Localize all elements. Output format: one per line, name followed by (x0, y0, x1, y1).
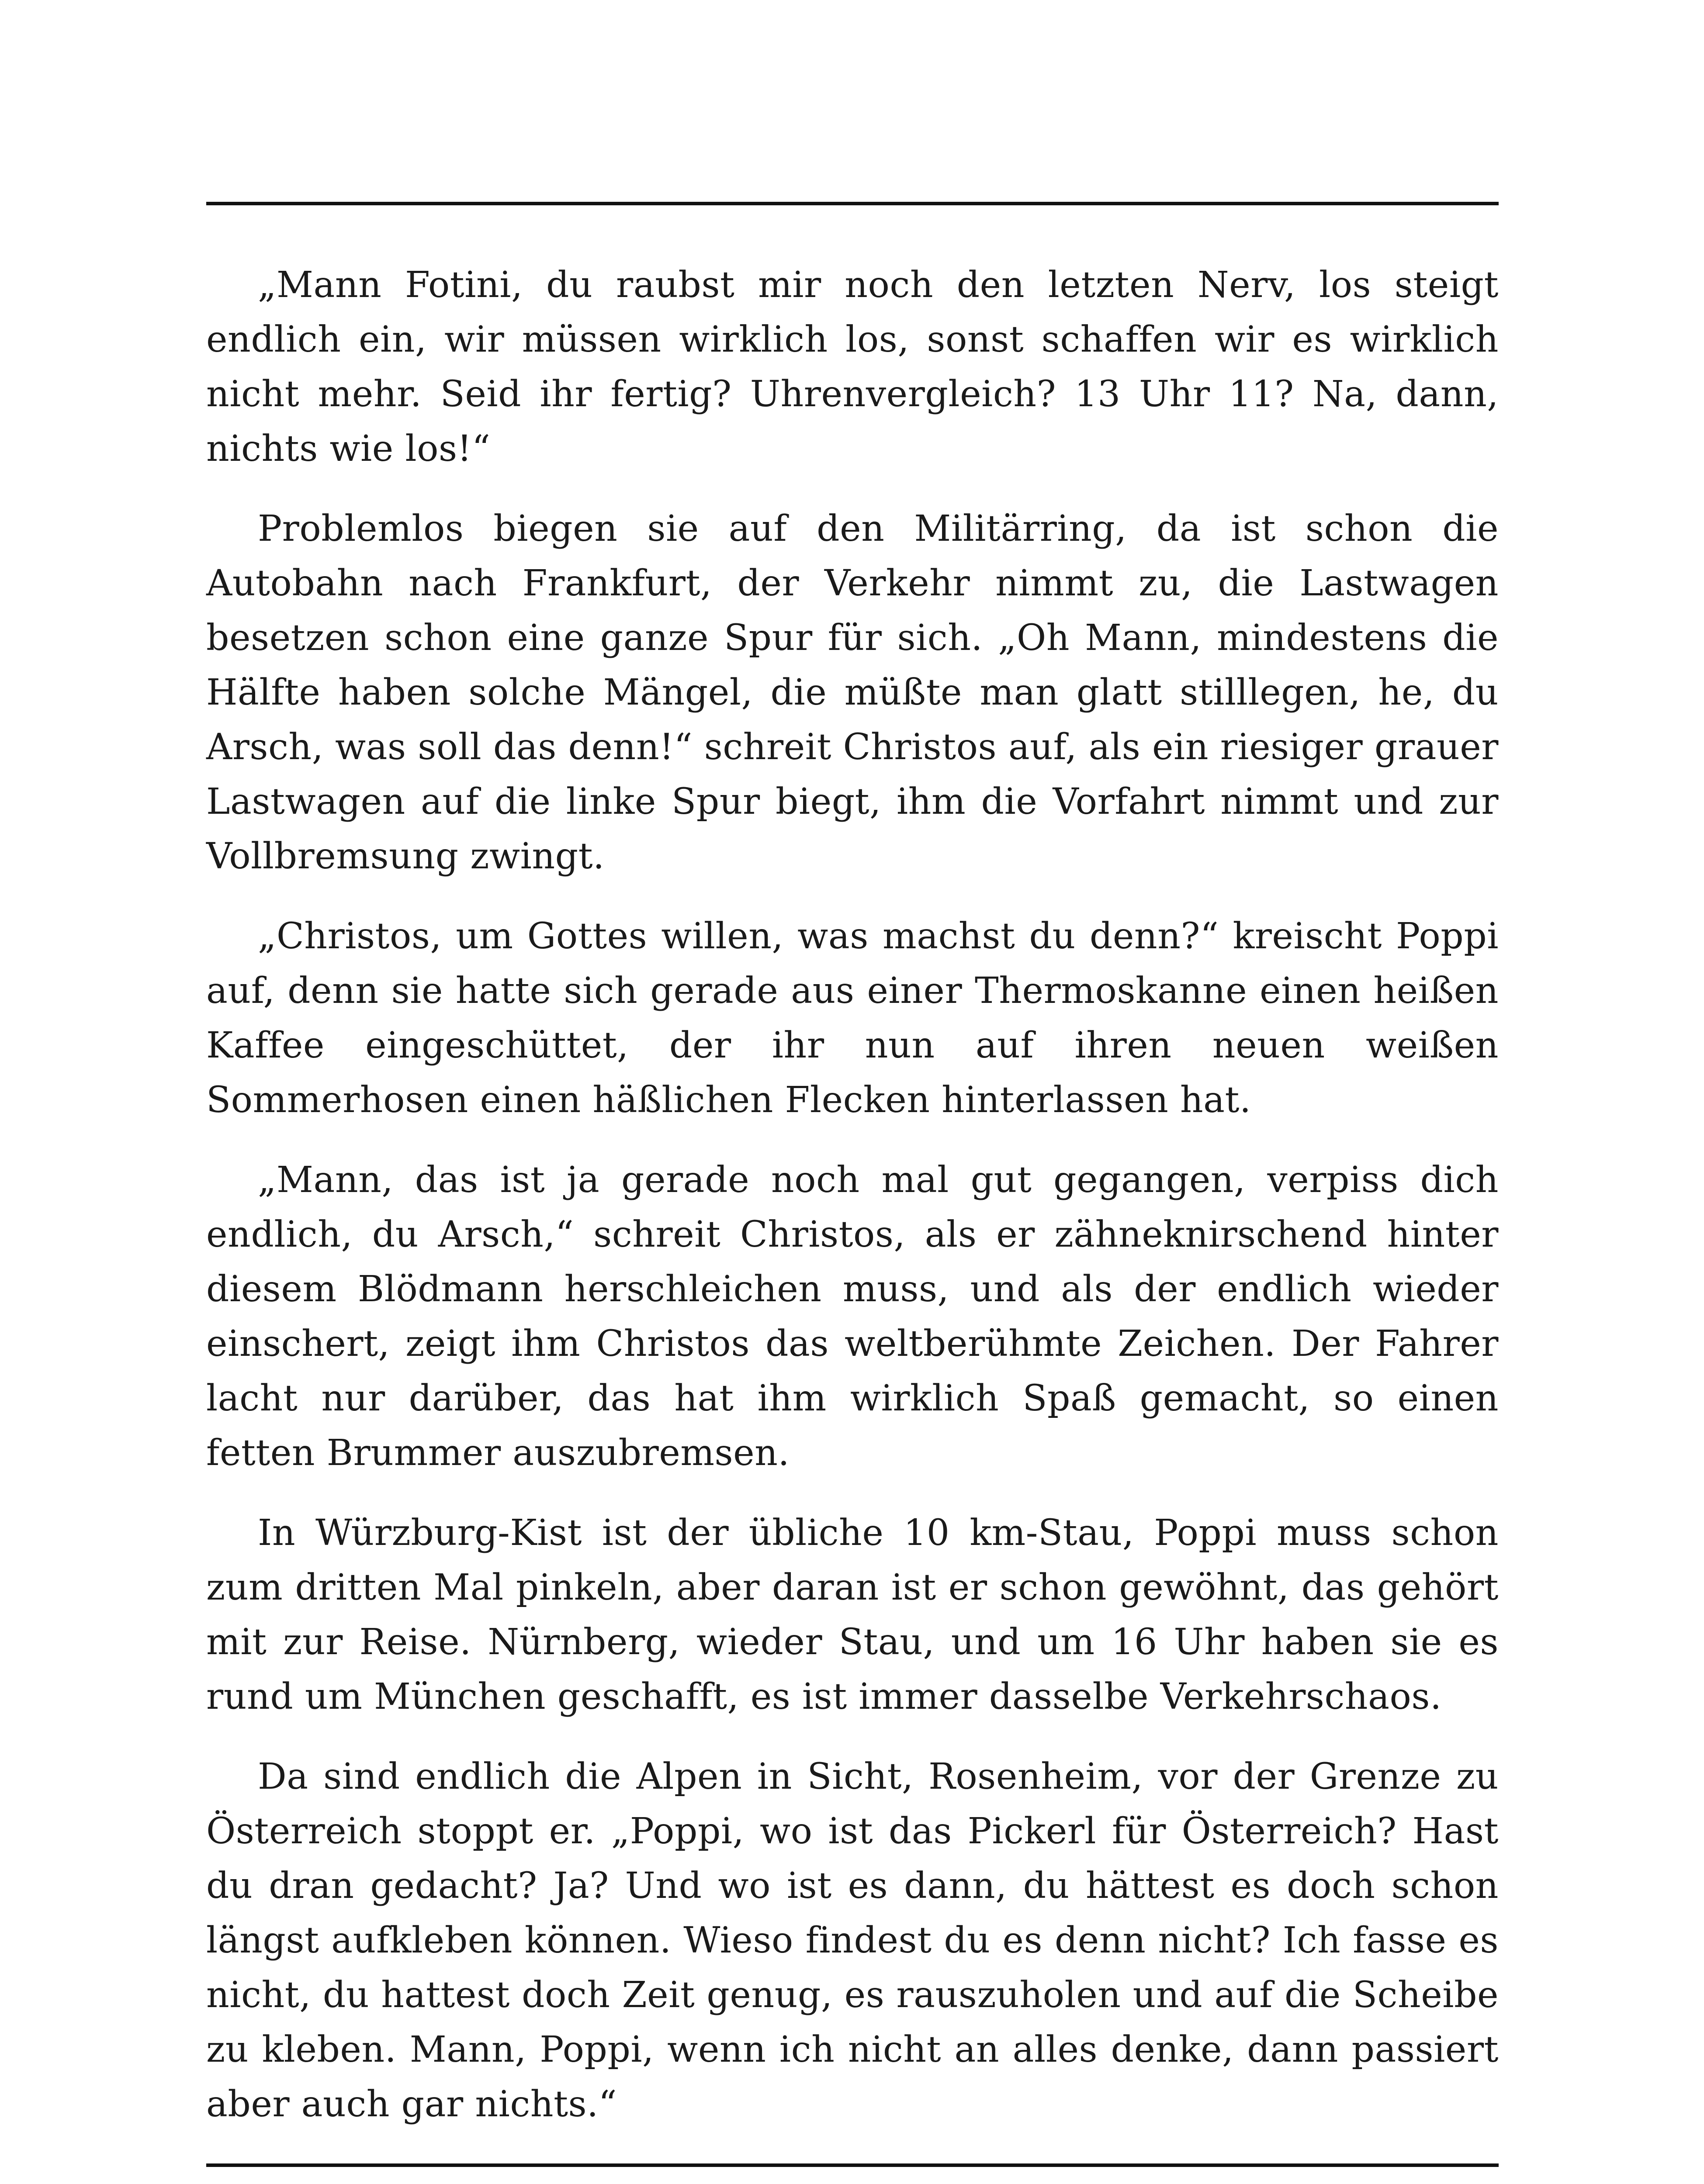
footer-rule (206, 2163, 1499, 2167)
paragraph: Da sind endlich die Alpen in Sicht, Rosenheim, vor der Grenze zu Österreich stoppt er. „Poppi, wo ist das Pickerl für Österreich? Hast du dran gedacht? Ja? Und wo ist es dann, du hättest es doch schon längst aufkleben können. Wieso findest du es denn nicht? Ich fasse es nicht, du hattest doch Zeit genug, es rauszuholen und auf die Scheibe zu kleben. Mann, Poppi, wenn ich nicht an alles denke, dann passiert aber auch gar nichts.“ (206, 1756, 1499, 2125)
paragraph: „Mann, das ist ja gerade noch mal gut gegangen, verpiss dich endlich, du Arsch,“ schreit Christos, als er zähneknirschend hinter diesem Blödmann herschleichen muss, und als der endlich wieder einschert, zeigt ihm Christos das weltberühmte Zeichen. Der Fahrer lacht nur darüber, das hat ihm wirklich Spaß gemacht, so einen fetten Brummer auszubremsen. (206, 1159, 1499, 1474)
header-rule (206, 202, 1499, 205)
paragraph: Problemlos biegen sie auf den Militärring, da ist schon die Autobahn nach Frankfurt, der Verkehr nimmt zu, die Lastwagen besetzen schon eine ganze Spur für sich. „Oh Mann, mindestens die Hälfte haben solche Mängel, die müßte man glatt stilllegen, he, du Arsch, was soll das denn!“ schreit Christos auf, als ein riesiger grauer Lastwagen auf die linke Spur biegt, ihm die Vorfahrt nimmt und zur Vollbremsung zwingt. (206, 508, 1499, 877)
body-text (206, 258, 1499, 2132)
paragraph: In Würzburg-Kist ist der übliche 10 km-Stau, Poppi muss schon zum dritten Mal pinkeln, aber daran ist er schon gewöhnt, das gehört mit zur Reise. Nürnberg, wieder Stau, und um 16 Uhr haben sie es rund um München geschafft, es ist immer dasselbe Verkehrschaos. (206, 1512, 1499, 1717)
paragraph: „Mann Fotini, du raubst mir noch den letzten Nerv, los steigt endlich ein, wir müssen wirklich los, sonst schaffen wir es wirklich nicht mehr. Seid ihr fertig? Uhrenvergleich? 13 Uhr 11? Na, dann, nichts wie los!“ (206, 264, 1499, 470)
paragraph: „Christos, um Gottes willen, was machst du denn?“ kreischt Poppi auf, denn sie hatte sich gerade aus einer Thermoskanne einen heißen Kaffee eingeschüttet, der ihr nun auf ihren neuen weißen Sommerhosen einen häßlichen Flecken hinterlassen hat. (206, 916, 1499, 1121)
